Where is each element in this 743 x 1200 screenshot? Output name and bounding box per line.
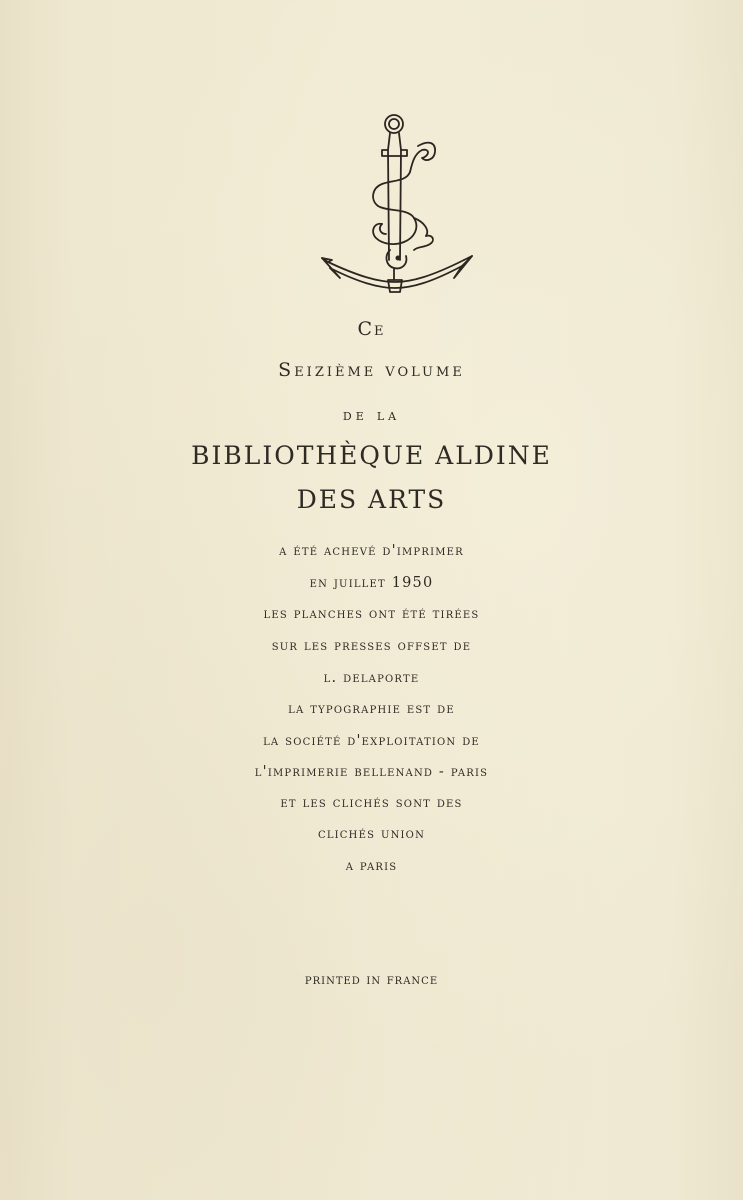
colophon-line: l. delaporte: [323, 670, 420, 686]
heading-ce: Ce: [357, 318, 386, 340]
colophon-line: l'imprimerie bellenand - paris: [254, 764, 489, 780]
printed-in-france: printed in france: [304, 972, 439, 988]
heading-des-arts: DES ARTS: [296, 485, 447, 514]
colophon-line: a été achevé d'imprimer: [279, 543, 464, 559]
anchor-dolphin-icon: [318, 110, 478, 295]
heading-bibliotheque: BIBLIOTHÈQUE ALDINE: [191, 441, 552, 470]
colophon-line: sur les presses offset de: [271, 638, 472, 654]
colophon-line: clichés union: [317, 826, 426, 842]
colophon-line: la typographie est de: [288, 701, 455, 717]
colophon-line: en juillet 1950: [309, 575, 434, 591]
colophon-line: et les clichés sont des: [280, 795, 463, 811]
colophon-line: les planches ont été tirées: [263, 606, 480, 622]
colophon-line: la société d'exploitation de: [263, 733, 480, 749]
colophon-line: a paris: [345, 858, 398, 874]
heading-volume: Seizième volume: [278, 359, 465, 381]
heading-de-la: de la: [342, 405, 401, 424]
